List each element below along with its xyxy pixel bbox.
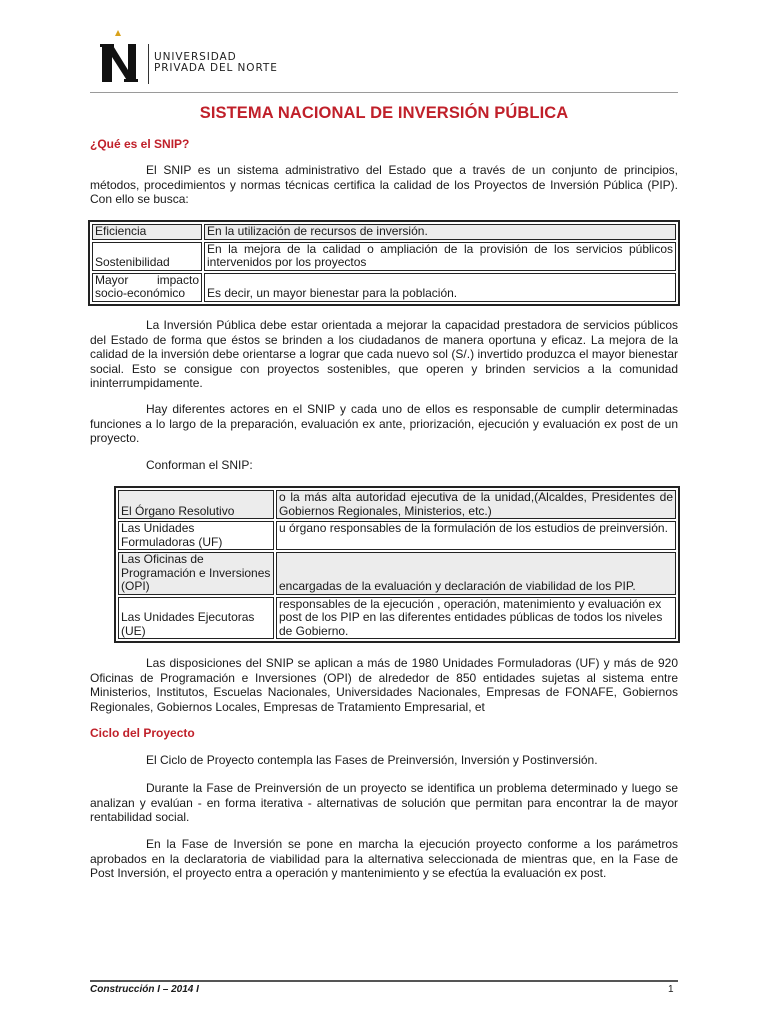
table-cell-term: Eficiencia bbox=[92, 224, 202, 240]
table-cell-term: Mayor impacto socio-económico bbox=[92, 273, 202, 302]
table-cell-desc: En la utilización de recursos de inversión. bbox=[204, 224, 676, 240]
page-number: 1 bbox=[668, 984, 674, 995]
table-cell-desc: encargadas de la evaluación y declaración de viabilidad de los PIP. bbox=[276, 552, 676, 595]
paragraph-ciclo-fases: El Ciclo de Proyecto contempla las Fases de Preinversión, Inversión y Postinversión. bbox=[146, 753, 598, 767]
paragraph-disposiciones: Las disposiciones del SNIP se aplican a más de 1980 Unidades Formuladoras (UF) y más de 920 Oficinas de Programación e Inversiones (OPI) de alrededor de 850 entidades sujetas al sistema entre Ministerios, Institutos, Escuelas Nacionales, Universidades Nacionales, Empresas de FONAFE, Gobiernos Regionales, Gobiernos Locales, Empresas de Tratamiento Empresarial, et bbox=[90, 656, 678, 714]
logo-n-icon bbox=[98, 30, 144, 86]
section-heading-snip: ¿Qué es el SNIP? bbox=[90, 137, 190, 151]
table-row bbox=[92, 273, 676, 302]
paragraph-preinversion: Durante la Fase de Preinversión de un proyecto se identifica un problema determinado y luego se analizan y evalúan - en forma iterativa - alternativas de solución que permitan para encontrar la de mayor rentabilidad social. bbox=[90, 781, 678, 824]
university-logo bbox=[98, 30, 298, 90]
paragraph-actores: Hay diferentes actores en el SNIP y cada uno de ellos es responsable de cumplir determinadas funciones a lo largo de la preparación, evaluación ex ante, priorización, ejecución y evaluación ex post de un proyecto. bbox=[90, 402, 678, 445]
paragraph-conforman: Conforman el SNIP: bbox=[146, 458, 253, 472]
table-cell-term: El Órgano Resolutivo bbox=[118, 490, 274, 519]
table-cell-term: Las Unidades Ejecutoras (UE) bbox=[118, 597, 274, 640]
table-cell-desc: responsables de la ejecución , operación, matenimiento y evaluación ex post de los PIP en las diferentes entidades públicas de todos los niveles de Gobierno. bbox=[276, 597, 676, 640]
logo-line-1: UNIVERSIDAD bbox=[154, 51, 237, 63]
table-row bbox=[118, 521, 676, 550]
section-heading-ciclo: Ciclo del Proyecto bbox=[90, 726, 195, 740]
table-cell-desc: Es decir, un mayor bienestar para la población. bbox=[204, 273, 676, 302]
logo-line-2: PRIVADA DEL NORTE bbox=[154, 62, 278, 74]
table-cell-term: Las Oficinas de Programación e Inversiones (OPI) bbox=[118, 552, 274, 595]
table-cell-desc: o la más alta autoridad ejecutiva de la unidad,(Alcaldes, Presidentes de Gobiernos Regionales, Ministerios, etc.) bbox=[276, 490, 676, 519]
table-cell-desc: En la mejora de la calidad o ampliación de la provisión de los servicios públicos intervenidos por los proyectos bbox=[204, 242, 676, 271]
document-title: SISTEMA NACIONAL DE INVERSIÓN PÚBLICA bbox=[199, 104, 569, 122]
footer-rule bbox=[90, 980, 678, 982]
header-rule bbox=[90, 92, 678, 93]
table-cell-term: Las Unidades Formuladoras (UF) bbox=[118, 521, 274, 550]
table-row bbox=[118, 552, 676, 595]
snip-members-table bbox=[114, 486, 680, 643]
table-row bbox=[92, 224, 676, 240]
footer-course: Construcción I – 2014 I bbox=[90, 984, 199, 995]
table-cell-term: Sostenibilidad bbox=[92, 242, 202, 271]
paragraph-inversion: En la Fase de Inversión se pone en marcha la ejecución proyecto conforme a los parámetros aprobados en la declaratoria de viabilidad para la alternativa seleccionada de mientras que, en la Fase de Post Inversión, el proyecto entra a operación y mantenimiento y se efectúa la evaluación ex post. bbox=[90, 837, 678, 880]
table-row bbox=[118, 490, 676, 519]
logo-text bbox=[154, 52, 278, 74]
paragraph-snip-intro: El SNIP es un sistema administrativo del Estado que a través de un conjunto de principios, métodos, procedimientos y normas técnicas certifica la calidad de los Proyectos de Inversión Pública (PIP). Con ello se busca: bbox=[90, 163, 678, 206]
logo-divider bbox=[148, 44, 149, 84]
table-cell-desc: u órgano responsables de la formulación de los estudios de preinversión. bbox=[276, 521, 676, 550]
objectives-table bbox=[88, 220, 680, 306]
table-row bbox=[118, 597, 676, 640]
paragraph-inversion-publica: La Inversión Pública debe estar orientada a mejorar la capacidad prestadora de servicios públicos del Estado de forma que éstos se brinden a los ciudadanos de manera oportuna y eficaz. La mejora de la calidad de la inversión debe orientarse a lograr que cada nuevo sol (S/.) invertido produzca el mayor bienestar social. Esto se consigue con proyectos sostenibles, que operen y brinden servicios a la comunidad ininterrumpidamente. bbox=[90, 318, 678, 390]
table-row bbox=[92, 242, 676, 271]
